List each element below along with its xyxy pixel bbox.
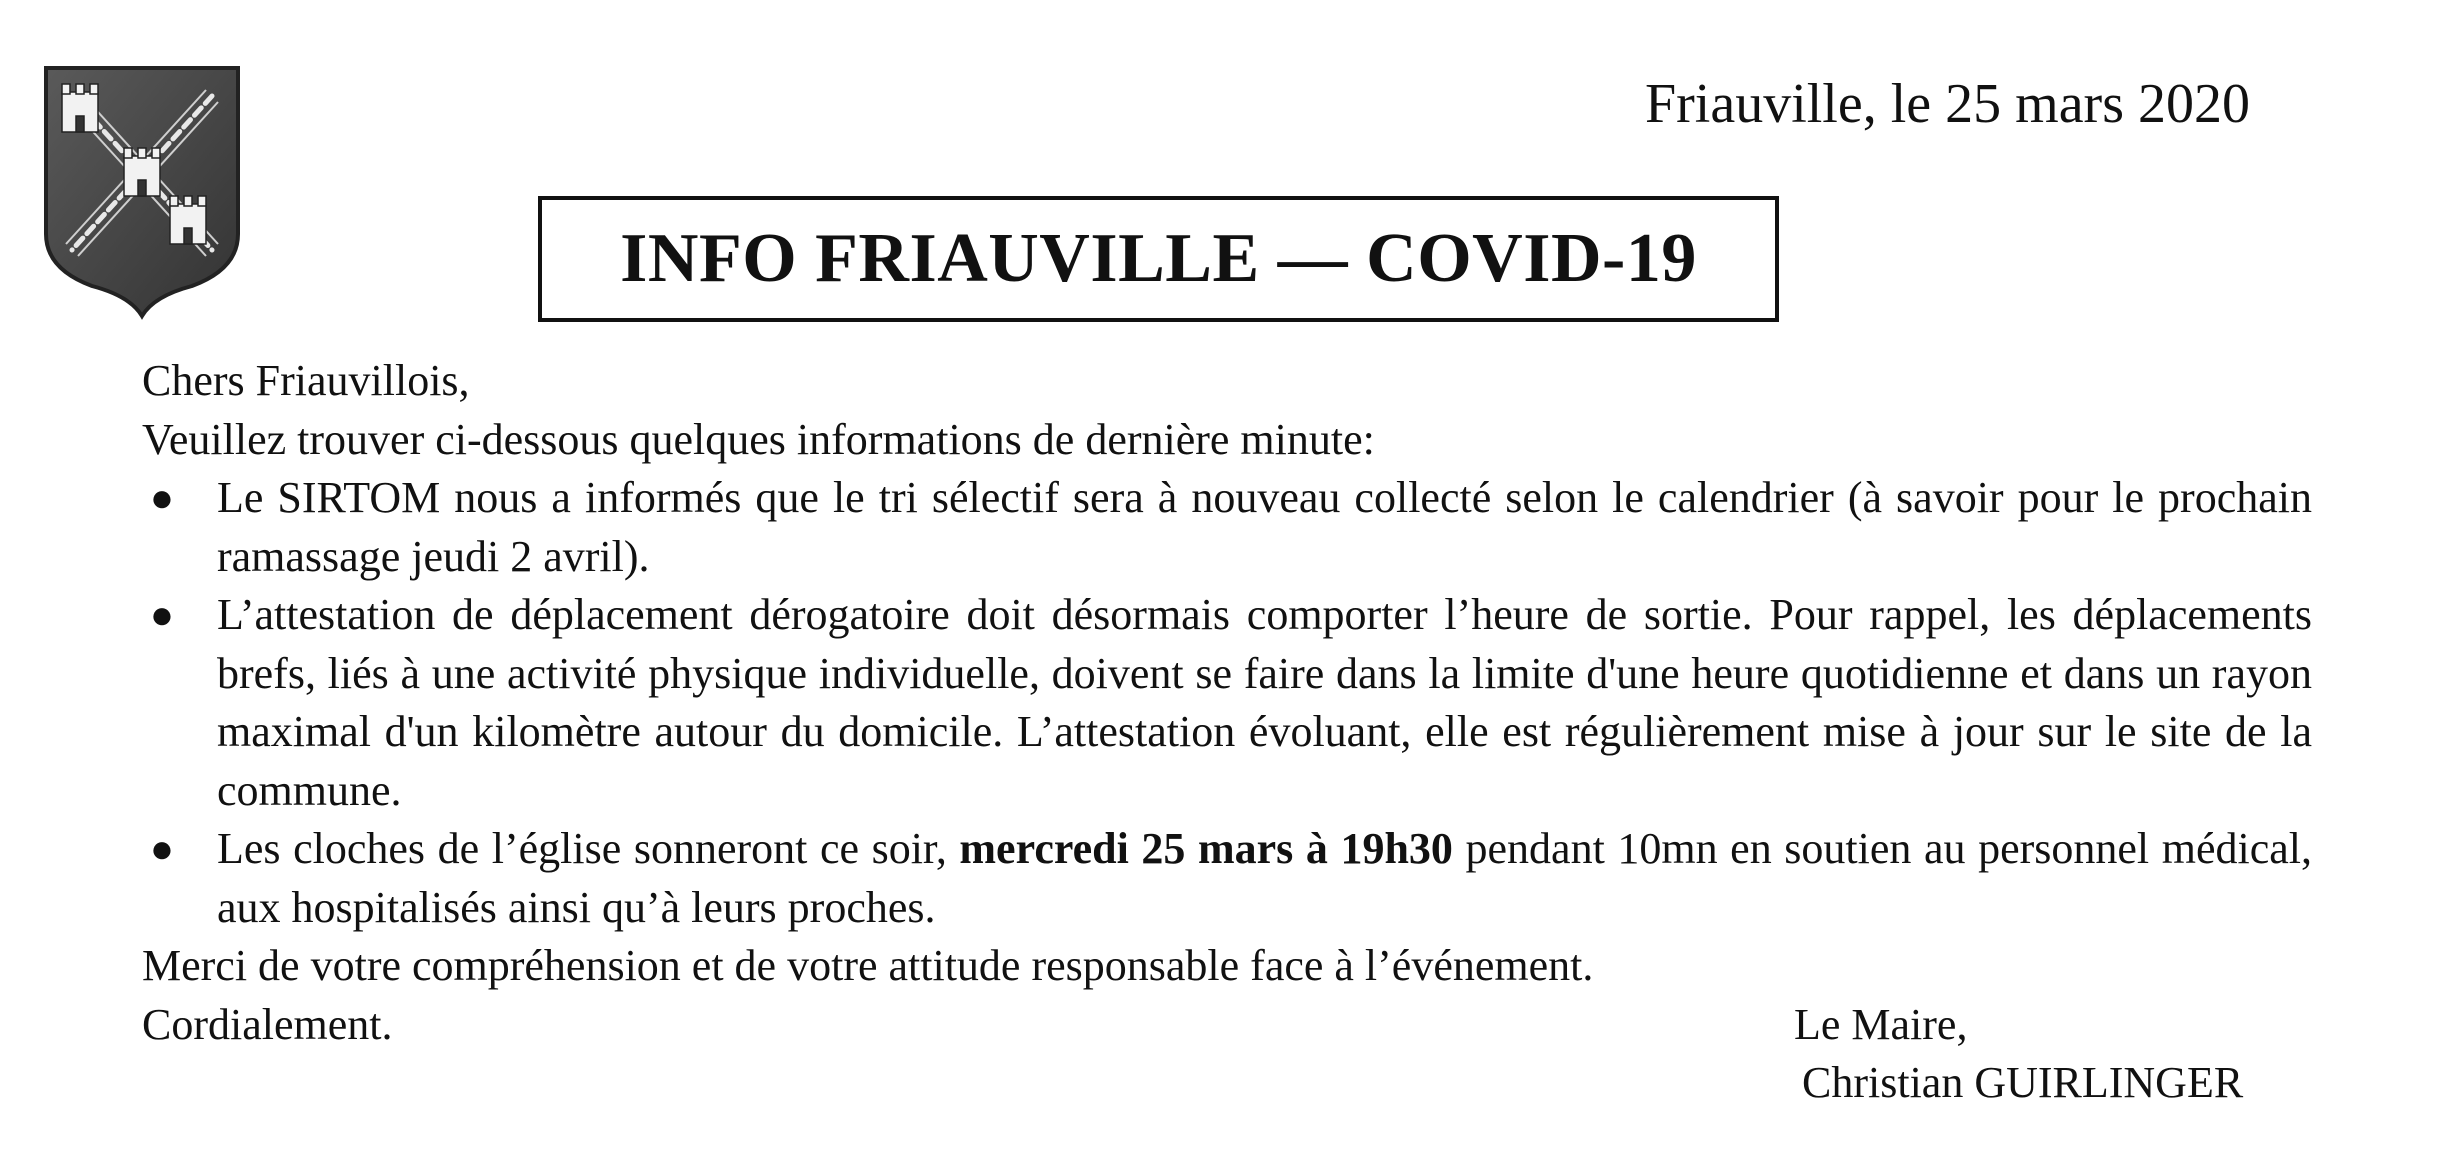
signature-title: Le Maire, — [1794, 999, 1968, 1049]
closing-thanks: Merci de votre compréhension et de votre attitude responsable face à l’événement. — [142, 941, 1594, 990]
list-item-text-before: Les cloches de l’église sonneront ce soir, — [217, 824, 960, 873]
bullet-icon: ● — [149, 826, 175, 871]
signature-name: Christian GUIRLINGER — [1802, 1058, 2244, 1107]
date-line: Friauville, le 25 mars 2020 — [1644, 73, 2250, 135]
title-box — [538, 196, 1779, 322]
list-item-text: L’attestation de déplacement dérogatoire doit désormais comporter l’heure de sortie. Pour rappel, les déplacements brefs, liés à une activité physique individuelle, doivent se faire dans la limite d'une heure quotidienne et dans un rayon maximal d'un kilomètre autour du domicile. L’attestation évoluant, elle est régulièrement mise à jour sur le site de la commune. — [217, 590, 2312, 815]
signature-row — [142, 996, 2312, 1113]
coat-of-arms-icon — [42, 64, 242, 320]
signature-block — [1794, 996, 2299, 1113]
page-title: INFO FRIAUVILLE — COVID-19 — [620, 220, 1697, 297]
list-item-text-after: pendant 10mn en soutien au personnel médical, aux hospitalisés ainsi qu’à leurs proches. — [217, 824, 2312, 932]
bullet-icon: ● — [149, 475, 175, 520]
intro-text: Veuillez trouver ci-dessous quelques informations de dernière minute: — [142, 414, 1375, 464]
bullet-icon: ● — [149, 592, 175, 637]
list-item — [142, 469, 2312, 586]
highlighted-date-time: mercredi 25 mars à 19h30 — [959, 824, 1453, 873]
closing: Cordialement. — [142, 999, 393, 1049]
greeting: Chers Friauvillois, — [142, 356, 470, 405]
letter-body — [142, 352, 2312, 1113]
list-item — [142, 586, 2312, 820]
info-list — [142, 469, 2312, 937]
list-item-text: Le SIRTOM nous a informés que le tri sélectif sera à nouveau collecté selon le calendrier (à savoir pour le prochain ramassage jeudi 2 avril). — [217, 473, 2312, 581]
list-item — [142, 820, 2312, 937]
